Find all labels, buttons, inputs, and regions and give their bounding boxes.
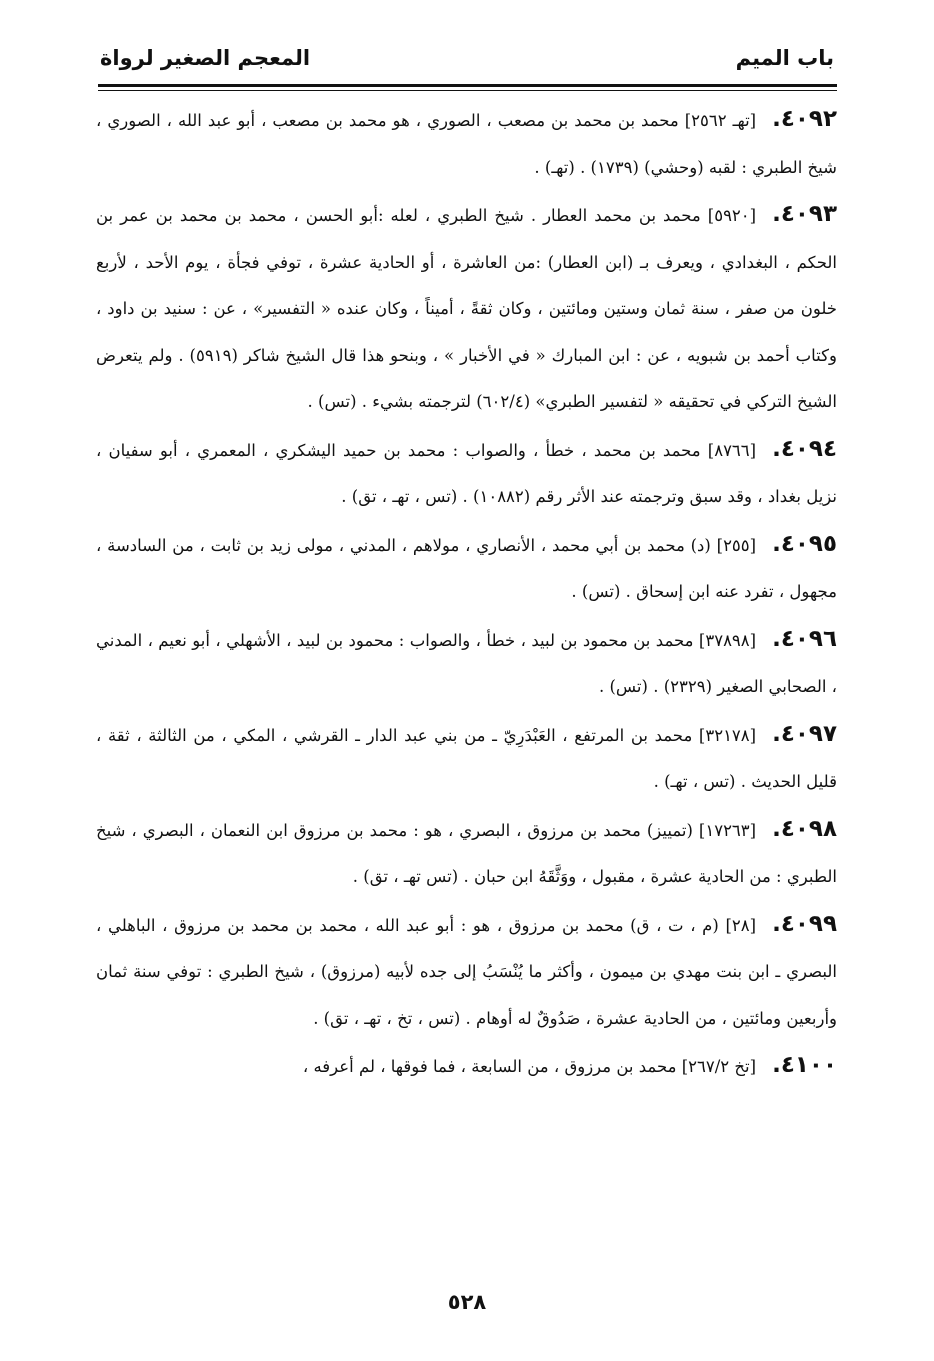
entry-text: [تهـ ٢٥٦٢] محمد بن محمد بن مصعب ، الصوري ، هو محمد بن مصعب ، أبو عبد الله ، الصوري ، شيخ الطبري : لقبه (وحشي) (١٧٣٩) . (تهـ) . [96,111,837,177]
entry-text: [٣٧٨٩٨] محمد بن محمود بن لبيد ، خطأ ، والصواب : محمود بن لبيد ، الأشهلي ، أبو نعيم ، المدني ، الصحابي الصغير (٢٣٢٩) . (تس) . [96,630,837,696]
header-rule-thick [98,84,837,87]
entry-number: ٤٠٩٩. [772,910,837,937]
entry-4097 [96,711,837,806]
book-title: المعجم الصغير لرواة [100,46,311,70]
entry-text: [تخ ٢٦٧/٢] محمد بن مرزوق ، من السابعة ، فما فوقها ، لم أعرفه ، [302,1057,757,1076]
entry-number: ٤٠٩٢. [772,106,837,132]
entry-number: ٤٠٩٧. [772,720,837,747]
entry-number: ٤٠٩٥. [772,530,837,557]
entry-4095 [96,521,837,616]
entry-4100 [96,1042,837,1091]
entry-4094 [96,426,837,521]
entry-4096 [96,616,837,711]
entry-number: ٤٠٩٨. [772,815,837,842]
page-number: ٥٢٨ [447,1290,487,1314]
page-header [100,38,834,78]
entry-4098 [96,806,837,901]
entry-number: ٤٠٩٤. [772,435,837,462]
entry-text: [٢٨] (م ، ت ، ق) محمد بن مرزوق ، هو : أبو عبد الله ، محمد بن محمد بن مرزوق ، الباهلي ، البصري ـ ابن بنت مهدي بن ميمون ، وأكثر ما يُنْسَبُ إلى جده لأبيه (مرزوق) ، شيخ الطبري : توفي سنة ثمان وأربعين ومائتين ، من الحادية عشرة ، صَدُوقٌ له أوهام . (تس ، تخ ، تهـ ، تق) . [96,915,837,1028]
entry-text: [٣٢١٧٨] محمد بن المرتفع ، العَبْدَرِيّ ـ من بني عبد الدار ـ القرشي ، المكي ، من الثالثة ، ثقة ، قليل الحديث . (تس ، تهـ) . [96,725,837,791]
entry-text: [٥٩٢٠] محمد بن محمد العطار . شيخ الطبري ، لعله :أبو الحسن ، محمد بن محمد بن عمر بن الحكم ، البغدادي ، ويعرف بـ (ابن العطار) :من العاشرة ، أو الحادية عشرة ، توفي فجأة ، يوم الأحد ، لأربع خلون من صفر ، سنة ثمان وستين ومائتين ، وكان ثقةً ، أميناً ، وكان عنده « التفسير» ، عن : سنيد بن داود ، وكتاب أحمد بن شبويه ، عن : ابن المبارك « في الأخبار » ، وبنحو هذا قال الشيخ شاكر (٥٩١٩) . ولم يتعرض الشيخ التركي في تحقيقه « لتفسير الطبري» (٦٠٢/٤) لترجمته بشيء . (تس) . [96,206,837,411]
entry-4099 [96,901,837,1043]
entries-list [96,96,837,1091]
entry-text: [٨٧٦٦] محمد بن محمد ، خطأ ، والصواب : محمد بن حميد اليشكري ، المعمري ، أبو سفيان ، نزيل بغداد ، وقد سبق وترجمته عند الأثر رقم (١٠٨٨٢) . (تس ، تهـ ، تق) . [96,440,837,506]
entry-4093 [96,191,837,426]
entry-number: ٤١٠٠. [772,1052,837,1078]
entry-text: [٢٥٥] (د) محمد بن أبي محمد ، الأنصاري ، مولاهم ، المدني ، مولى زيد بن ثابت ، من السادسة ، مجهول ، تفرد عنه ابن إسحاق . (تس) . [96,535,837,601]
entry-number: ٤٠٩٣. [772,201,837,227]
header-rule-thin [98,90,837,91]
entry-number: ٤٠٩٦. [772,625,837,652]
entry-text: [١٧٢٦٣] (تمييز) محمد بن مرزوق ، البصري ، هو : محمد بن مرزوق ابن النعمان ، البصري ، شيخ الطبري : من الحادية عشرة ، مقبول ، ووَثَّقَهُ ابن حبان . (تس تهـ ، تق) . [96,820,837,886]
entry-4092 [96,96,837,191]
chapter-title: باب الميم [735,46,834,70]
